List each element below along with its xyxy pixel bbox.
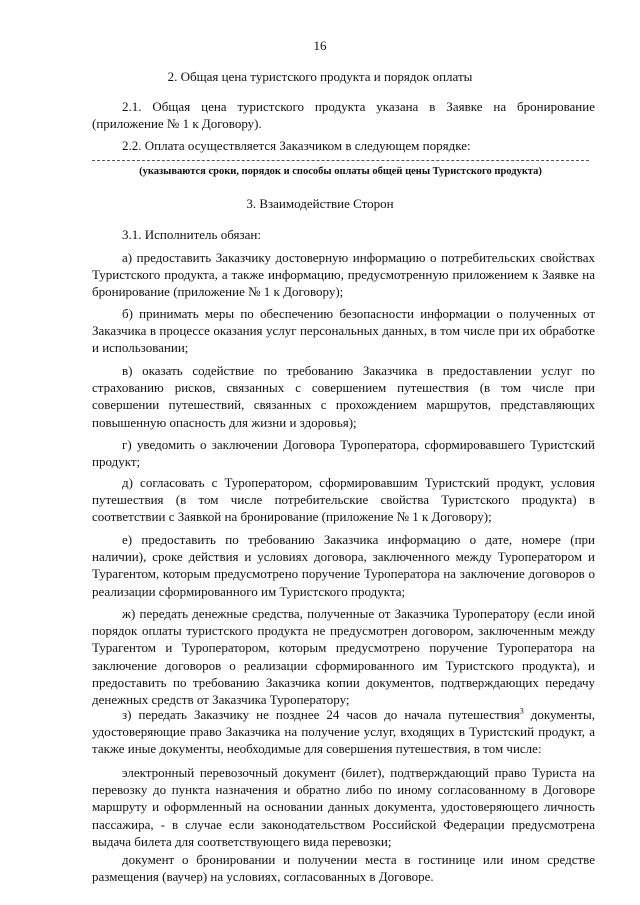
item-v: в) оказать содействие по требованию Заказчика в предоставлении услуг по страхованию рисков, связанных с совершением путешествия (в том числе при совершении путешествий, связанных с прохождением маршрутов, представляющих повышенную опасность для жизни и здоровья); (92, 363, 595, 430)
page-number: 16 (313, 38, 327, 53)
item-z-end: документы, удостоверяющие право Заказчика на получение услуг, входящих в Туристский продукт, а также иные документы, необходимые для совершения путешествия, в том числе: (92, 707, 595, 757)
voucher-paragraph: документ о бронировании и получении места в гостинице или ином средстве размещения (ваучер) на условиях, согласованных в Договоре. (92, 852, 595, 885)
paragraph-2-2: 2.2. Оплата осуществляется Заказчиком в следующем порядке: (122, 138, 471, 153)
item-z-start: з) передать Заказчику не позднее 24 часов до начала путешествия (122, 707, 520, 722)
item-e: е) предоставить по требованию Заказчика информацию о дате, номере (при наличии), сроке действия и условиях договора, заключенного между Туроператором и Турагентом, которым предусмотрено поручение Туроператора на заключение договоров о реализации сформированного им Туристского продукта; (92, 532, 595, 599)
item-z (92, 706, 595, 758)
item-g: г) уведомить о заключении Договора Туроператора, сформировавшего Туристский продукт; (92, 437, 595, 470)
payment-terms-note: (указываются сроки, порядок и способы оплаты общей цены Туристского продукта) (139, 166, 542, 177)
section-2-heading: 2. Общая цена туристского продукта и порядок оплаты (167, 69, 473, 84)
paragraph-2-1: 2.1. Общая цена туристского продукта указана в Заявке на бронирование (приложение № 1 к Договору). (92, 99, 595, 132)
payment-terms-line (92, 160, 589, 161)
item-b: б) принимать меры по обеспечению безопасности информации о полученных от Заказчика в процессе оказания услуг персональных данных, в том числе при их обработке и использовании; (92, 306, 595, 356)
item-zh: ж) передать денежные средства, полученные от Заказчика Туроператору (если иной порядок оплаты туристского продукта не предусмотрен договором, заключенным между Турагентом и Туроператором, которым предусмотрено поручение Туроператора на заключение договоров о реализации сформированного им Туристского продукта), и предоставить по требованию Заказчика копии документов, подтверждающих передачу денежных средств от Заказчика Туроператору; (92, 606, 595, 708)
footnote-ref-3: 3 (519, 706, 524, 716)
item-d: д) согласовать с Туроператором, сформировавшим Туристский продукт, условия путешествия (в том числе потребительские свойства Туристского продукта) в соответствии с Заявкой на бронирование (приложение № 1 к Договору); (92, 475, 595, 525)
paragraph-3-1: 3.1. Исполнитель обязан: (122, 227, 261, 242)
section-3-heading: 3. Взаимодействие Сторон (246, 196, 394, 211)
item-a: а) предоставить Заказчику достоверную информацию о потребительских свойствах Туристского продукта, а также информацию, предусмотренную приложением к Заявке на бронирование (приложение № 1 к Договору); (92, 250, 595, 300)
ticket-paragraph: электронный перевозочный документ (билет), подтверждающий право Туриста на перевозку до пункта назначения и обратно либо по иному согласованному в Договоре маршруту и оформленный на основании данных документа, удостоверяющего личность пассажира, - в случае если законодательством Российской Федерации предусмотрена выдача билета для соответствующего вида перевозки; (92, 765, 595, 849)
